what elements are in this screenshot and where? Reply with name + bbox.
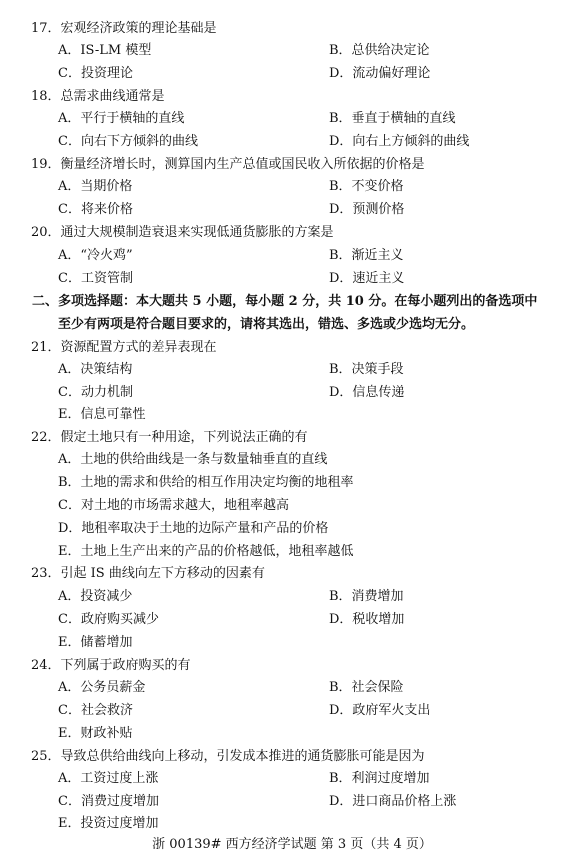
q21-option-e: E．信息可靠性 (58, 407, 146, 422)
question-17-stem: 17．宏观经济政策的理论基础是 (31, 21, 217, 36)
q20-option-b: B．渐近主义 (329, 248, 404, 263)
q24-option-a: A．公务员薪金 (58, 680, 146, 695)
question-24-stem: 24．下列属于政府购买的有 (31, 658, 191, 673)
q24-option-e: E．财政补贴 (58, 726, 133, 741)
page-footer: 浙 00139# 西方经济学试题 第 3 页（共 4 页） (152, 837, 432, 852)
question-24-options-row1 (0, 677, 584, 699)
q19-option-c: C．将来价格 (58, 202, 133, 217)
q23-option-c: C．政府购买减少 (58, 612, 159, 627)
q22-option-e: E．土地上生产出来的产品的价格越低，地租率越低 (58, 544, 354, 559)
question-17-options-row1 (0, 40, 584, 62)
question-23-options-row1 (0, 586, 584, 608)
q24-option-d: D．政府军火支出 (329, 703, 431, 718)
question-21-options-row3 (0, 404, 584, 426)
question-20-options-row1 (0, 245, 584, 267)
q23-option-a: A．投资减少 (58, 589, 133, 604)
q18-option-d: D．向右上方倾斜的曲线 (329, 134, 470, 149)
q21-option-a: A．决策结构 (58, 362, 133, 377)
question-22-option-c-row (0, 495, 584, 517)
question-18-options-row1 (0, 108, 584, 130)
q17-option-d: D．流动偏好理论 (329, 66, 431, 81)
question-20-options-row2 (0, 268, 584, 290)
q17-option-a: A．IS-LM 模型 (58, 43, 152, 58)
question-25-options-row3 (0, 813, 584, 835)
q25-option-c: C．消费过度增加 (58, 794, 159, 809)
q22-option-a: A．土地的供给曲线是一条与数量轴垂直的直线 (58, 452, 328, 467)
question-19-options-row1 (0, 176, 584, 198)
q21-option-c: C．动力机制 (58, 385, 133, 400)
question-19-stem: 19．衡量经济增长时，测算国内生产总值或国民收入所依据的价格是 (31, 157, 425, 172)
section-2-heading-line1: 二、多项选择题：本大题共 5 小题，每小题 2 分，共 10 分。在每小题列出的备选项中 (32, 294, 538, 309)
question-21-options-row1 (0, 359, 584, 381)
q25-option-a: A．工资过度上涨 (58, 771, 159, 786)
question-23-options-row3 (0, 632, 584, 654)
q23-option-d: D．税收增加 (329, 612, 405, 627)
q22-option-b: B．土地的需求和供给的相互作用决定均衡的地租率 (58, 475, 354, 490)
question-17-options-row2 (0, 63, 584, 85)
question-19-options-row2 (0, 199, 584, 221)
q19-option-a: A．当期价格 (58, 179, 133, 194)
q25-option-e: E．投资过度增加 (58, 816, 159, 831)
q22-option-d: D．地租率取决于土地的边际产量和产品的价格 (58, 521, 329, 536)
q25-option-b: B．利润过度增加 (329, 771, 430, 786)
q18-option-b: B．垂直于横轴的直线 (329, 111, 456, 126)
q23-option-e: E．储蓄增加 (58, 635, 133, 650)
question-25-options-row1 (0, 768, 584, 790)
q17-option-b: B．总供给决定论 (329, 43, 430, 58)
question-25-stem: 25．导致总供给曲线向上移动，引发成本推进的通货膨胀可能是因为 (31, 749, 425, 764)
q18-option-c: C．向右下方倾斜的曲线 (58, 134, 198, 149)
question-22-option-a-row (0, 449, 584, 471)
question-22-option-d-row (0, 518, 584, 540)
q24-option-b: B．社会保险 (329, 680, 404, 695)
question-24-options-row2 (0, 700, 584, 722)
q25-option-d: D．进口商品价格上涨 (329, 794, 457, 809)
q17-option-c: C．投资理论 (58, 66, 133, 81)
question-24-options-row3 (0, 723, 584, 745)
q22-option-c: C．对土地的市场需求越大，地租率越高 (58, 498, 289, 513)
question-21-options-row2 (0, 382, 584, 404)
question-18-options-row2 (0, 131, 584, 153)
question-23-stem: 23．引起 IS 曲线向左下方移动的因素有 (31, 566, 265, 581)
q20-option-a: A．“冷火鸡” (58, 248, 133, 263)
q23-option-b: B．消费增加 (329, 589, 404, 604)
question-20-stem: 20．通过大规模制造衰退来实现低通货膨胀的方案是 (31, 225, 334, 240)
section-2-heading-line2: 至少有两项是符合题目要求的，请将其选出，错选、多选或少选均无分。 (58, 317, 475, 332)
q20-option-d: D．速近主义 (329, 271, 405, 286)
q18-option-a: A．平行于横轴的直线 (58, 111, 185, 126)
q19-option-b: B．不变价格 (329, 179, 404, 194)
question-25-options-row2 (0, 791, 584, 813)
question-21-stem: 21．资源配置方式的差异表现在 (31, 340, 217, 355)
question-22-stem: 22．假定土地只有一种用途，下列说法正确的有 (31, 430, 308, 445)
question-18-stem: 18．总需求曲线通常是 (31, 89, 165, 104)
q21-option-d: D．信息传递 (329, 385, 405, 400)
q19-option-d: D．预测价格 (329, 202, 405, 217)
q24-option-c: C．社会救济 (58, 703, 133, 718)
q21-option-b: B．决策手段 (329, 362, 404, 377)
q20-option-c: C．工资管制 (58, 271, 133, 286)
question-22-option-b-row (0, 472, 584, 494)
question-22-option-e-row (0, 541, 584, 563)
question-23-options-row2 (0, 609, 584, 631)
